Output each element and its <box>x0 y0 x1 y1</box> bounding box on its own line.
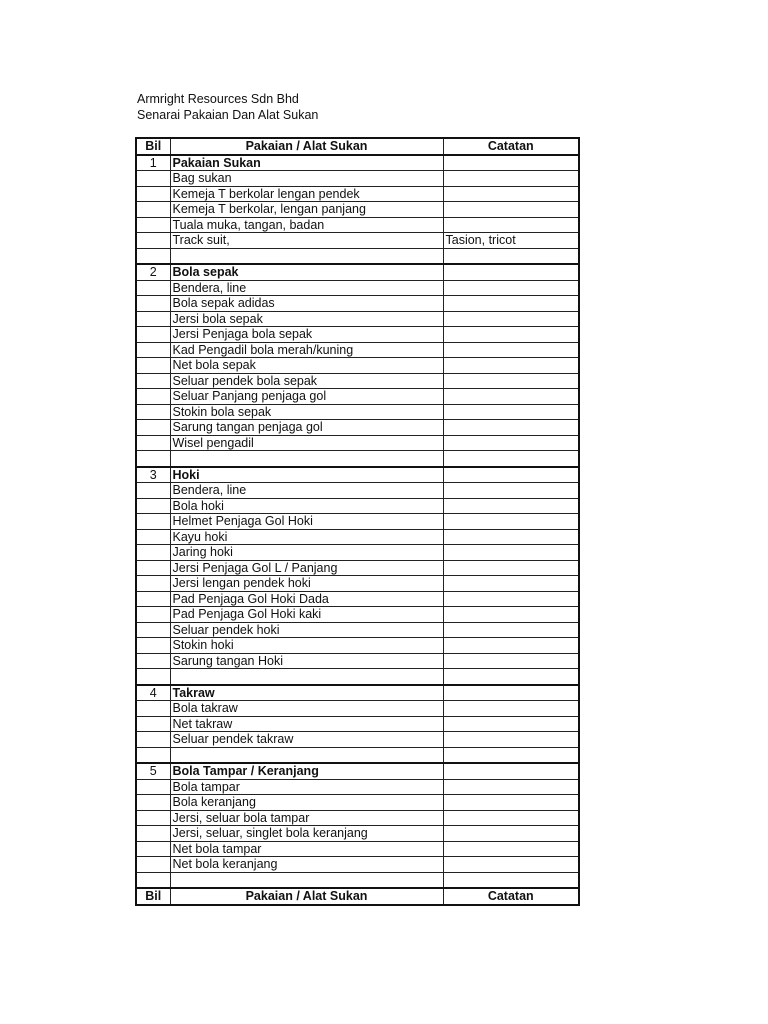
table-row <box>136 296 579 312</box>
bil-cell <box>136 669 170 685</box>
bil-cell <box>136 358 170 374</box>
item-cell: Kayu hoki <box>170 529 443 545</box>
item-cell: Net takraw <box>170 716 443 732</box>
bil-cell <box>136 327 170 343</box>
note-cell <box>443 638 579 654</box>
note-cell <box>443 810 579 826</box>
bil-cell <box>136 389 170 405</box>
note-cell <box>443 560 579 576</box>
item-cell <box>170 451 443 467</box>
item-cell <box>170 669 443 685</box>
note-cell <box>443 779 579 795</box>
note-cell <box>443 202 579 218</box>
table-row <box>136 404 579 420</box>
item-cell: Jersi Penjaga Gol L / Panjang <box>170 560 443 576</box>
table-row <box>136 576 579 592</box>
bil-cell <box>136 217 170 233</box>
table-row <box>136 857 579 873</box>
item-cell: Stokin hoki <box>170 638 443 654</box>
table-row <box>136 638 579 654</box>
item-cell: Pad Penjaga Gol Hoki Dada <box>170 591 443 607</box>
table-row <box>136 420 579 436</box>
item-cell: Track suit, <box>170 233 443 249</box>
table-row <box>136 591 579 607</box>
table-header-row <box>136 138 579 155</box>
bil-cell <box>136 545 170 561</box>
item-cell: Kemeja T berkolar lengan pendek <box>170 186 443 202</box>
section-row <box>136 264 579 280</box>
table-body <box>136 155 579 889</box>
note-cell <box>443 389 579 405</box>
item-cell: Pad Penjaga Gol Hoki kaki <box>170 607 443 623</box>
bil-cell <box>136 779 170 795</box>
note-cell <box>443 607 579 623</box>
table-row <box>136 311 579 327</box>
bil-cell <box>136 701 170 717</box>
bil-cell <box>136 732 170 748</box>
note-cell <box>443 872 579 888</box>
item-cell: Jersi lengan pendek hoki <box>170 576 443 592</box>
bil-cell <box>136 420 170 436</box>
table-row <box>136 280 579 296</box>
blank-row <box>136 248 579 264</box>
bil-cell: 1 <box>136 155 170 171</box>
table-row <box>136 732 579 748</box>
bil-cell <box>136 716 170 732</box>
bil-cell <box>136 857 170 873</box>
table-footer-row <box>136 888 579 905</box>
header-note: Catatan <box>443 138 579 155</box>
table-row <box>136 545 579 561</box>
bil-cell <box>136 826 170 842</box>
table-row <box>136 498 579 514</box>
bil-cell <box>136 591 170 607</box>
table-row <box>136 701 579 717</box>
bil-cell <box>136 483 170 499</box>
table-row <box>136 514 579 530</box>
item-cell: Helmet Penjaga Gol Hoki <box>170 514 443 530</box>
bil-cell: 2 <box>136 264 170 280</box>
table-row <box>136 327 579 343</box>
item-cell: Net bola keranjang <box>170 857 443 873</box>
bil-cell <box>136 171 170 187</box>
bil-cell <box>136 841 170 857</box>
table-row <box>136 653 579 669</box>
note-cell <box>443 280 579 296</box>
item-cell: Jersi Penjaga bola sepak <box>170 327 443 343</box>
note-cell <box>443 716 579 732</box>
bil-cell <box>136 280 170 296</box>
bil-cell <box>136 576 170 592</box>
bil-cell <box>136 810 170 826</box>
note-cell <box>443 701 579 717</box>
note-cell <box>443 155 579 171</box>
item-cell: Bola sepak adidas <box>170 296 443 312</box>
note-cell <box>443 483 579 499</box>
blank-row <box>136 872 579 888</box>
note-cell <box>443 171 579 187</box>
bil-cell <box>136 607 170 623</box>
note-cell <box>443 763 579 779</box>
item-cell: Bola sepak <box>170 264 443 280</box>
note-cell <box>443 747 579 763</box>
table-row <box>136 795 579 811</box>
item-cell: Jersi, seluar, singlet bola keranjang <box>170 826 443 842</box>
table-row <box>136 529 579 545</box>
section-row <box>136 763 579 779</box>
item-cell: Bola tampar <box>170 779 443 795</box>
note-cell <box>443 576 579 592</box>
bil-cell <box>136 373 170 389</box>
item-cell: Net bola tampar <box>170 841 443 857</box>
item-cell: Sarung tangan penjaga gol <box>170 420 443 436</box>
note-cell <box>443 467 579 483</box>
bil-cell: 4 <box>136 685 170 701</box>
bil-cell: 3 <box>136 467 170 483</box>
bil-cell <box>136 529 170 545</box>
note-cell <box>443 669 579 685</box>
note-cell <box>443 217 579 233</box>
note-cell <box>443 186 579 202</box>
footer-note: Catatan <box>443 888 579 905</box>
note-cell <box>443 653 579 669</box>
item-cell: Net bola sepak <box>170 358 443 374</box>
item-cell: Jersi, seluar bola tampar <box>170 810 443 826</box>
item-cell: Jaring hoki <box>170 545 443 561</box>
note-cell <box>443 545 579 561</box>
note-cell <box>443 514 579 530</box>
header-bil: Bil <box>136 138 170 155</box>
note-cell <box>443 591 579 607</box>
item-cell <box>170 747 443 763</box>
note-cell <box>443 435 579 451</box>
note-cell <box>443 857 579 873</box>
header-item: Pakaian / Alat Sukan <box>170 138 443 155</box>
table-row <box>136 716 579 732</box>
bil-cell <box>136 622 170 638</box>
note-cell <box>443 264 579 280</box>
note-cell <box>443 826 579 842</box>
item-cell <box>170 872 443 888</box>
table-row <box>136 217 579 233</box>
table-row <box>136 373 579 389</box>
note-cell <box>443 420 579 436</box>
note-cell <box>443 451 579 467</box>
bil-cell <box>136 296 170 312</box>
item-cell: Tuala muka, tangan, badan <box>170 217 443 233</box>
note-cell <box>443 404 579 420</box>
blank-row <box>136 747 579 763</box>
table-row <box>136 841 579 857</box>
note-cell <box>443 342 579 358</box>
table-row <box>136 202 579 218</box>
item-cell: Takraw <box>170 685 443 701</box>
note-cell <box>443 498 579 514</box>
note-cell <box>443 327 579 343</box>
item-cell: Kemeja T berkolar, lengan panjang <box>170 202 443 218</box>
item-cell: Jersi bola sepak <box>170 311 443 327</box>
note-cell <box>443 248 579 264</box>
table-row <box>136 186 579 202</box>
item-cell: Kad Pengadil bola merah/kuning <box>170 342 443 358</box>
bil-cell <box>136 248 170 264</box>
bil-cell <box>136 872 170 888</box>
item-cell: Bola keranjang <box>170 795 443 811</box>
item-cell: Pakaian Sukan <box>170 155 443 171</box>
bil-cell <box>136 747 170 763</box>
note-cell <box>443 841 579 857</box>
table-row <box>136 358 579 374</box>
bil-cell <box>136 342 170 358</box>
section-row <box>136 685 579 701</box>
table-row <box>136 607 579 623</box>
company-name: Armright Resources Sdn Bhd <box>137 92 299 106</box>
footer-item: Pakaian / Alat Sukan <box>170 888 443 905</box>
note-cell <box>443 358 579 374</box>
item-cell: Bendera, line <box>170 483 443 499</box>
note-cell <box>443 685 579 701</box>
table-row <box>136 171 579 187</box>
item-cell: Seluar pendek takraw <box>170 732 443 748</box>
bil-cell <box>136 638 170 654</box>
item-cell: Bendera, line <box>170 280 443 296</box>
table-row <box>136 779 579 795</box>
item-cell: Bola Tampar / Keranjang <box>170 763 443 779</box>
item-cell: Wisel pengadil <box>170 435 443 451</box>
item-cell: Stokin bola sepak <box>170 404 443 420</box>
bil-cell <box>136 202 170 218</box>
table-row <box>136 342 579 358</box>
item-cell: Bola takraw <box>170 701 443 717</box>
table-row <box>136 389 579 405</box>
bil-cell <box>136 451 170 467</box>
table-row <box>136 560 579 576</box>
bil-cell <box>136 233 170 249</box>
table-row <box>136 483 579 499</box>
bil-cell <box>136 795 170 811</box>
bil-cell <box>136 560 170 576</box>
note-cell <box>443 529 579 545</box>
item-cell: Bag sukan <box>170 171 443 187</box>
note-cell <box>443 732 579 748</box>
equipment-table <box>135 137 580 906</box>
bil-cell <box>136 653 170 669</box>
footer-bil: Bil <box>136 888 170 905</box>
bil-cell: 5 <box>136 763 170 779</box>
bil-cell <box>136 404 170 420</box>
blank-row <box>136 669 579 685</box>
table-row <box>136 810 579 826</box>
bil-cell <box>136 311 170 327</box>
item-cell: Hoki <box>170 467 443 483</box>
section-row <box>136 467 579 483</box>
item-cell <box>170 248 443 264</box>
section-row <box>136 155 579 171</box>
item-cell: Sarung tangan Hoki <box>170 653 443 669</box>
table-row <box>136 826 579 842</box>
table-row <box>136 233 579 249</box>
note-cell <box>443 311 579 327</box>
blank-row <box>136 451 579 467</box>
bil-cell <box>136 498 170 514</box>
item-cell: Bola hoki <box>170 498 443 514</box>
item-cell: Seluar pendek hoki <box>170 622 443 638</box>
note-cell <box>443 296 579 312</box>
table-row <box>136 435 579 451</box>
bil-cell <box>136 186 170 202</box>
note-cell <box>443 373 579 389</box>
bil-cell <box>136 514 170 530</box>
note-cell <box>443 795 579 811</box>
note-cell: Tasion, tricot <box>443 233 579 249</box>
table-row <box>136 622 579 638</box>
bil-cell <box>136 435 170 451</box>
document-subtitle: Senarai Pakaian Dan Alat Sukan <box>137 108 319 122</box>
item-cell: Seluar Panjang penjaga gol <box>170 389 443 405</box>
note-cell <box>443 622 579 638</box>
item-cell: Seluar pendek bola sepak <box>170 373 443 389</box>
document-header <box>137 91 318 123</box>
